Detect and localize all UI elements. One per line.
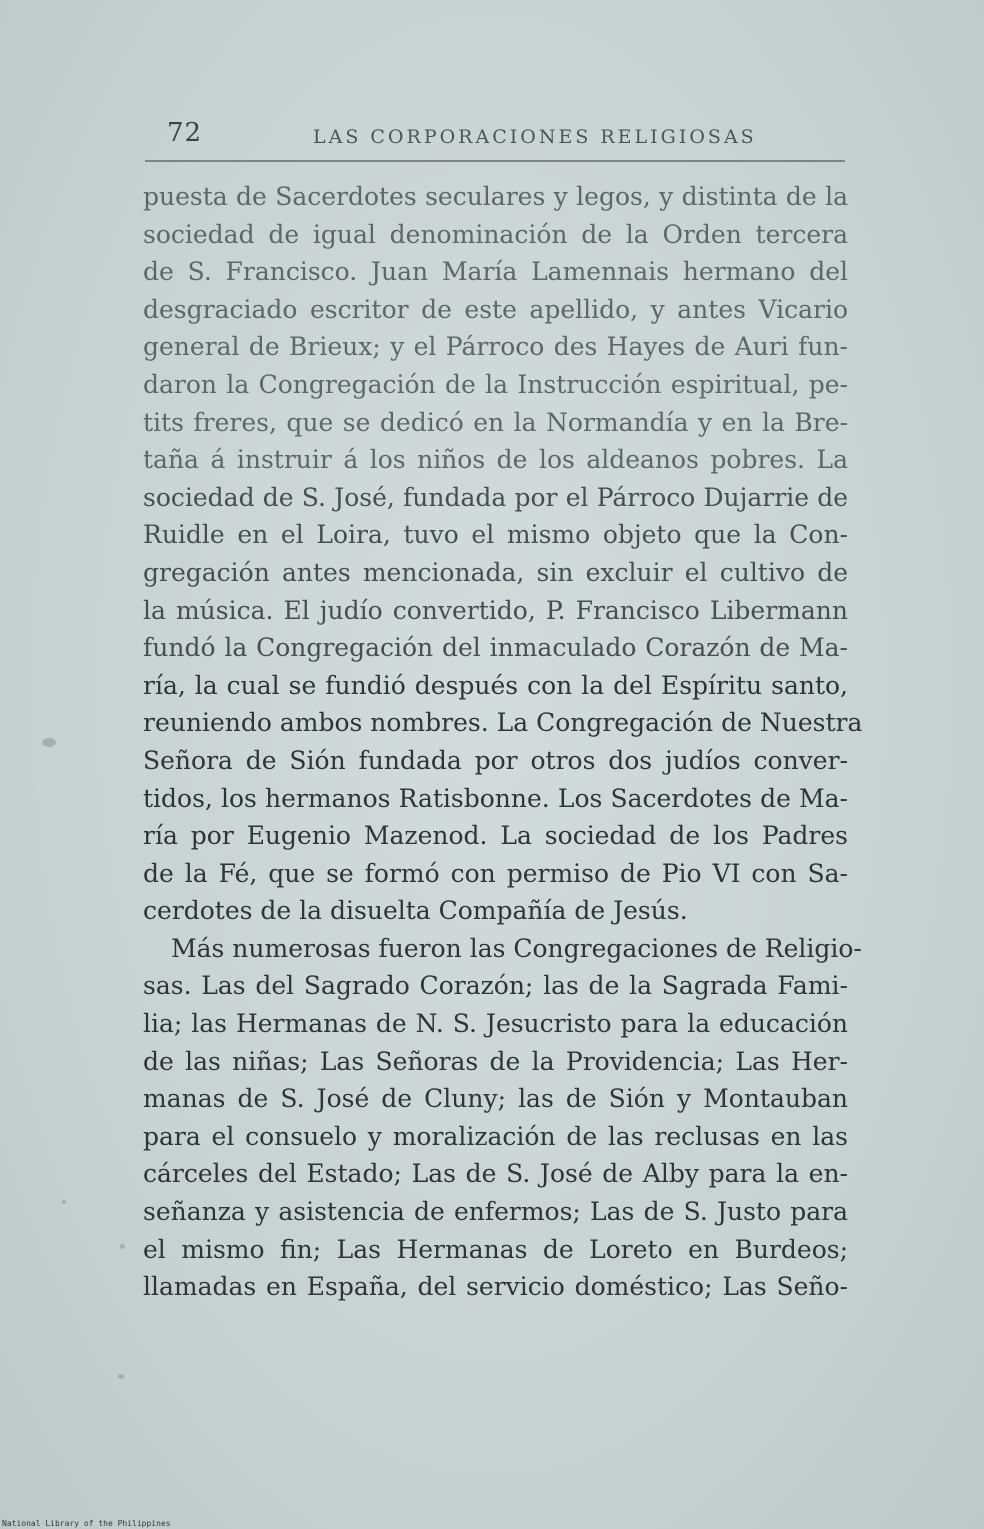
- text-line: ría, la cual se fundió después con la del Espíritu santo,: [143, 670, 848, 700]
- text-line: cerdotes de la disuelta Compañía de Jesús.: [143, 896, 688, 926]
- text-line: gregación antes mencionada, sin excluir el cultivo de: [143, 557, 848, 587]
- text-line: puesta de Sacerdotes seculares y legos, y distinta de la: [143, 182, 848, 211]
- body-text: [143, 178, 863, 1306]
- text-line: reuniendo ambos nombres. La Congregación de Nuestra: [143, 708, 863, 738]
- text-line: llamadas en España, del servicio doméstico; Las Seño-: [143, 1272, 848, 1302]
- text-line: sas. Las del Sagrado Corazón; las de la Sagrada Fami-: [143, 971, 848, 1001]
- text-line: sociedad de S. José, fundada por el Párroco Dujarrie de: [143, 482, 848, 512]
- text-line: Ruidle en el Loira, tuvo el mismo objeto que la Con-: [143, 520, 848, 550]
- text-line: manas de S. José de Cluny; las de Sión y Montauban: [143, 1084, 848, 1114]
- text-line: el mismo fin; Las Hermanas de Loreto en Burdeos;: [143, 1234, 848, 1264]
- text-line: de S. Francisco. Juan María Lamennais hermano del: [143, 257, 848, 287]
- text-line: tidos, los hermanos Ratisbonne. Los Sacerdotes de Ma-: [143, 783, 848, 813]
- text-line: taña á instruir á los niños de los aldeanos pobres. La: [143, 445, 848, 475]
- text-line: cárceles del Estado; Las de S. José de Alby para la en-: [143, 1159, 848, 1189]
- scan-speck: [42, 738, 56, 747]
- footer-credit: National Library of the Philippines: [2, 1519, 171, 1528]
- page-number: 72: [167, 118, 203, 148]
- scan-speck: [62, 1200, 66, 1204]
- text-line: daron la Congregación de la Instrucción espiritual, pe-: [143, 369, 848, 399]
- text-line: fundó la Congregación del inmaculado Corazón de Ma-: [143, 633, 848, 663]
- text-line: general de Brieux; y el Párroco des Hayes de Auri fun-: [143, 332, 848, 362]
- text-line: la música. El judío convertido, P. Francisco Libermann: [143, 595, 848, 625]
- text-line: tits freres, que se dedicó en la Normandía y en la Bre-: [143, 407, 848, 437]
- text-line: desgraciado escritor de este apellido, y antes Vicario: [143, 294, 848, 324]
- paragraph-first-line: Más numerosas fueron las Congregaciones de Religio-: [171, 933, 862, 963]
- text-line: de la Fé, que se formó con permiso de Pio VI con Sa-: [143, 858, 848, 888]
- header-rule: [145, 160, 845, 162]
- text-line: Señora de Sión fundada por otros dos judíos conver-: [143, 745, 848, 775]
- text-line: para el consuelo y moralización de las reclusas en las: [143, 1121, 848, 1151]
- text-line: de las niñas; Las Señoras de la Providencia; Las Her-: [143, 1046, 848, 1076]
- scan-speck: [120, 1244, 125, 1249]
- page-header: [145, 118, 845, 158]
- running-title: LAS CORPORACIONES RELIGIOSAS: [313, 126, 757, 148]
- text-line: ría por Eugenio Mazenod. La sociedad de los Padres: [143, 821, 848, 851]
- text-line: señanza y asistencia de enfermos; Las de S. Justo para: [143, 1197, 848, 1227]
- text-line: sociedad de igual denominación de la Orden tercera: [143, 219, 848, 249]
- scan-speck: [118, 1374, 124, 1379]
- text-line: lia; las Hermanas de N. S. Jesucristo para la educación: [143, 1009, 848, 1039]
